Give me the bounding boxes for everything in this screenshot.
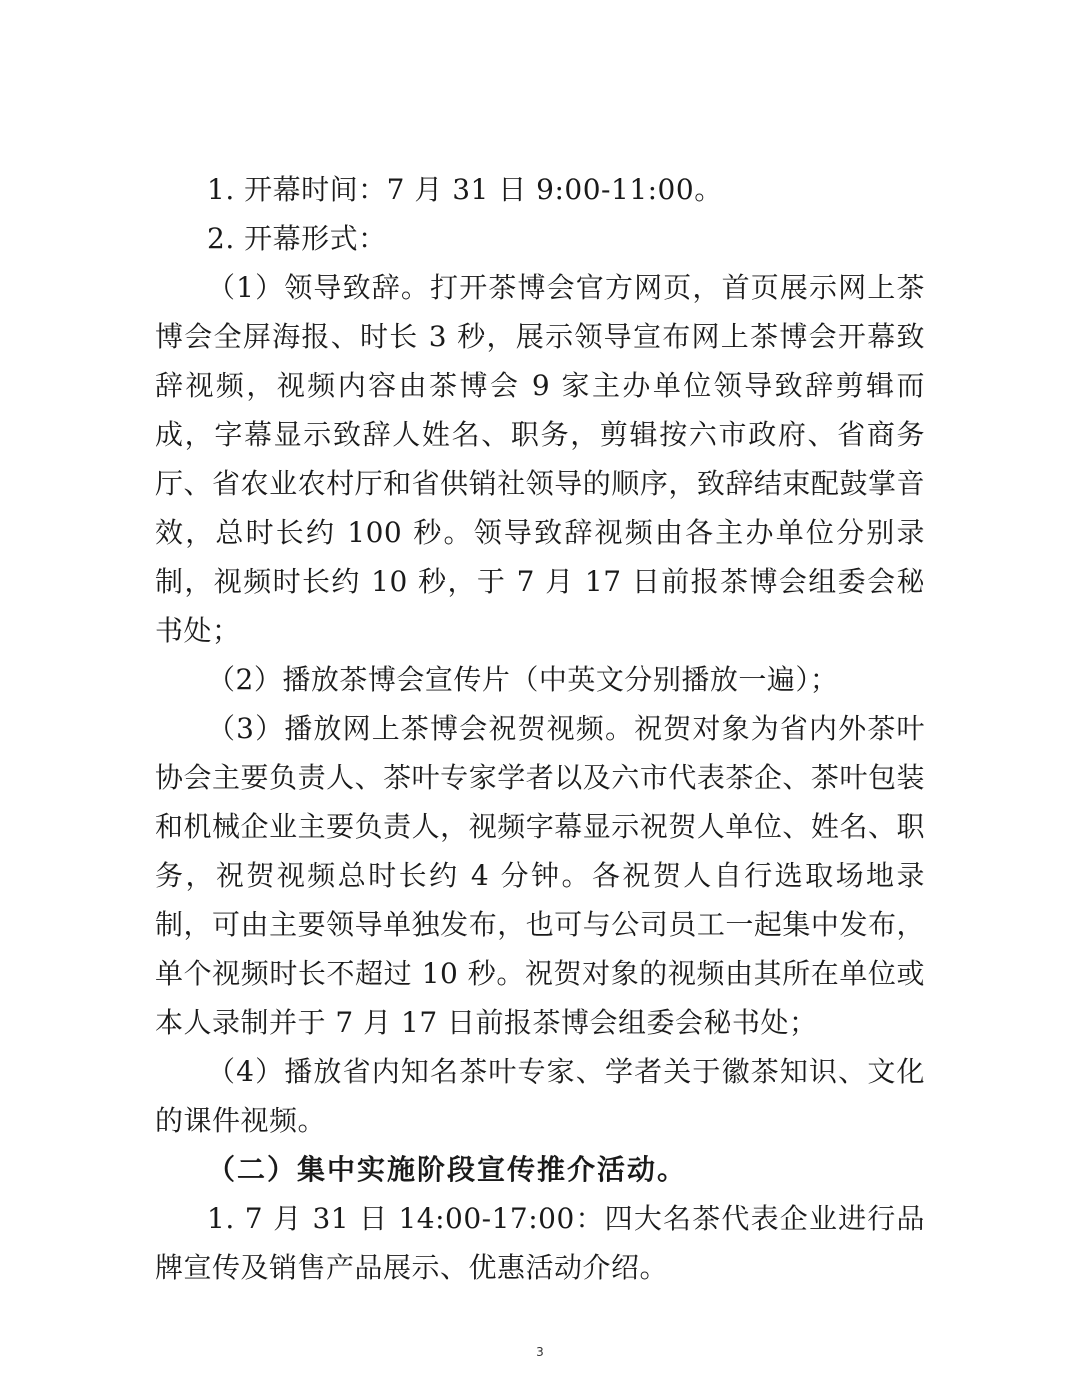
paragraph-courseware-video: （4）播放省内知名茶叶专家、学者关于徽茶知识、文化的课件视频。 xyxy=(155,1055,925,1137)
page-number: 3 xyxy=(536,1345,544,1359)
paragraph-opening-format: 2. 开幕形式： xyxy=(207,222,387,255)
paragraph-promo-film: （2）播放茶博会宣传片（中英文分别播放一遍）； xyxy=(207,663,839,696)
paragraph-congrats-video: （3）播放网上茶博会祝贺视频。祝贺对象为省内外茶叶协会主要负责人、茶叶专家学者以及六市代表茶企、茶叶包装和机械企业主要负责人，视频字幕显示祝贺人单位、姓名、职务，祝贺视频总时长约 4 分钟。各祝贺人自行选取场地录制，可由主要领导单独发布，也可与公司员工一起集中发布，单个视频时长不超过 10 秒。祝贺对象的视频由其所在单位或本人录制并于 7 月 17 日前报茶博会组委会秘书处； xyxy=(155,712,925,1039)
paragraph-leader-speech: （1）领导致辞。打开茶博会官方网页，首页展示网上茶博会全屏海报、时长 3 秒，展示领导宣布网上茶博会开幕致辞视频，视频内容由茶博会 9 家主办单位领导致辞剪辑而成，字幕显示致辞人姓名、职务，剪辑按六市政府、省商务厅、省农业农村厅和省供销社领导的顺序，致辞结束配鼓掌音效，总时长约 100 秒。领导致辞视频由各主办单位分别录制，视频时长约 10 秒，于 7 月 17 日前报茶博会组委会秘书处； xyxy=(155,271,925,647)
paragraph-opening-time: 1. 开幕时间：7 月 31 日 9:00-11:00。 xyxy=(207,173,723,206)
document-body xyxy=(155,165,925,1292)
section-heading: （二）集中实施阶段宣传推介活动。 xyxy=(207,1153,688,1186)
paragraph-brand-promo: 1. 7 月 31 日 14:00-17:00：四大名茶代表企业进行品牌宣传及销售产品展示、优惠活动介绍。 xyxy=(155,1202,925,1284)
